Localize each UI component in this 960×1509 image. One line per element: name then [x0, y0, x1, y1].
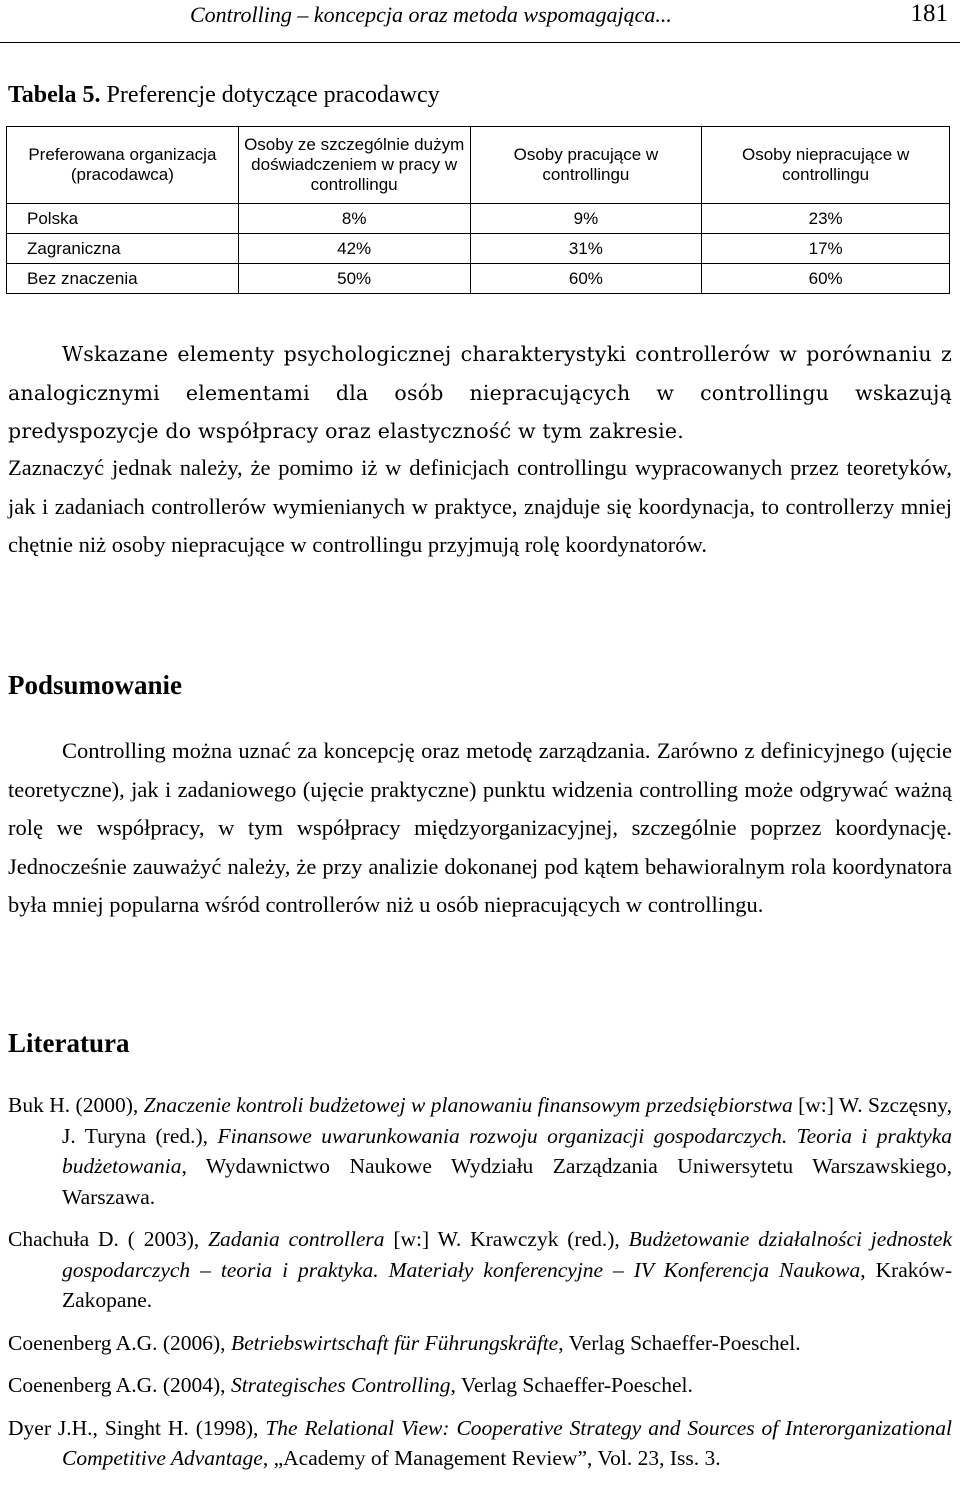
- paragraph-text: Zaznaczyć jednak należy, że pomimo iż w definicjach controllingu wypracowanych przez teoretyków, jak i zadaniach controllerów wymienianych w praktyce, znajduje się koordynacja, to controllerzy mniej chętnie niż osoby niepracujące w controllingu przyjmują rolę koordynatorów.: [8, 455, 952, 557]
- paragraph-psychological: [8, 335, 952, 451]
- table-title: Preferencje dotyczące pracodawcy: [106, 82, 440, 108]
- table-cell: 50%: [238, 264, 470, 294]
- column-header: Preferowana organizacja (pracodawca): [7, 127, 239, 204]
- column-header: Osoby ze szczególnie dużym doświadczeniem w pracy w controllingu: [238, 127, 470, 204]
- table-cell: 42%: [238, 234, 470, 264]
- table-label: Tabela 5.: [8, 82, 101, 108]
- ref-publisher: , Verlag Schaeffer-Poeschel.: [558, 1330, 801, 1355]
- reference-item: [8, 1090, 952, 1212]
- ref-author: Chachuła D. ( 2003),: [8, 1227, 209, 1251]
- table-cell: 9%: [470, 204, 702, 234]
- ref-author: Dyer J.H., Singht H. (1998),: [8, 1415, 266, 1440]
- ref-book: Budżetowanie działalności jednostek gospodarczych – teoria i praktyka. Materiały konferencyjne – IV Konferencja Naukowa: [62, 1227, 952, 1282]
- row-label: Bez znaczenia: [7, 264, 239, 294]
- ref-title: Znaczenie kontroli budżetowej w planowaniu finansowym przedsiębiorstwa: [143, 1093, 793, 1117]
- table-row: [7, 264, 950, 294]
- paragraph-summary: [8, 732, 952, 925]
- page-number: 181: [910, 0, 948, 27]
- table-cell: 60%: [470, 264, 702, 294]
- table-cell: 60%: [702, 264, 950, 294]
- ref-author: Buk H. (2000),: [8, 1093, 144, 1117]
- table-cell: 23%: [702, 204, 950, 234]
- reference-item: [8, 1370, 952, 1401]
- table-cell: 31%: [470, 234, 702, 264]
- paragraph-text: Controlling można uznać za koncepcję oraz metodę zarządzania. Zarówno z definicyjnego (ujęcie teoretyczne), jak i zadaniowego (ujęcie praktyczne) punktu widzenia controlling może odgrywać ważną rolę we współpracy, w tym współpracy międzyorganizacyjnej, szczególnie poprzez koordynację. Jednocześnie zauważyć należy, że przy analizie dokonanej pod kątem behawioralnym rola koordynatora była mniej popularna wśród controllerów niż u osób niepracujących w controllingu.: [8, 738, 952, 917]
- reference-item: [8, 1224, 952, 1316]
- ref-journal: , „Academy of Management Review”, Vol. 23, Iss. 3.: [262, 1446, 721, 1470]
- ref-title: Betriebswirtschaft für Führungskräfte: [230, 1330, 559, 1355]
- running-header: [0, 0, 960, 43]
- table-row: [7, 234, 950, 264]
- section-heading-literature: Literatura: [8, 1028, 130, 1058]
- ref-publisher: , Kraków-Zakopane.: [62, 1257, 952, 1312]
- ref-source: [w:] W. Krawczyk (red.),: [384, 1227, 629, 1251]
- table-cell: 8%: [238, 204, 470, 234]
- ref-author: Coenenberg A.G. (2006),: [8, 1330, 231, 1355]
- paragraph-coordination: [8, 449, 952, 565]
- ref-source: [w:] W. Szczęsny, J. Turyna (red.),: [62, 1093, 952, 1148]
- row-label: Zagraniczna: [7, 234, 239, 264]
- ref-title: Strategisches Controlling: [230, 1373, 451, 1397]
- column-header: Osoby niepracujące w controllingu: [702, 127, 950, 204]
- ref-publisher: , Verlag Schaeffer-Poeschel.: [450, 1373, 693, 1397]
- table-cell: 17%: [702, 234, 950, 264]
- ref-title: The Relational View: Cooperative Strategy and Sources of Interorganizational Competitive Advantage: [62, 1415, 953, 1470]
- table-row: [7, 204, 950, 234]
- reference-item: [8, 1413, 952, 1474]
- table-header-row: [7, 127, 950, 204]
- preferences-table: [6, 126, 950, 294]
- row-label: Polska: [7, 204, 239, 234]
- column-header: Osoby pracujące w controllingu: [470, 127, 702, 204]
- ref-title: Zadania controllera: [208, 1227, 385, 1251]
- ref-publisher: , Wydawnictwo Naukowe Wydziału Zarządzania Uniwersytetu Warszawskiego, Warszawa.: [62, 1154, 952, 1209]
- section-heading-summary: Podsumowanie: [8, 670, 183, 700]
- reference-item: [8, 1328, 952, 1359]
- table-caption: [8, 82, 440, 109]
- paragraph-text: Wskazane elementy psychologicznej charakterystyki controllerów w porównaniu z analogicznymi elementami dla osób niepracujących w controllingu wskazują predyspozycje do współpracy oraz elastyczność w tym zakresie.: [8, 342, 952, 443]
- reference-list: [8, 1090, 952, 1486]
- ref-book: Finansowe uwarunkowania rozwoju organizacji gospodarczych. Teoria i praktyka budżetowania: [62, 1123, 952, 1178]
- ref-author: Coenenberg A.G. (2004),: [8, 1373, 231, 1397]
- running-title: Controlling – koncepcja oraz metoda wspomagająca...: [190, 2, 672, 27]
